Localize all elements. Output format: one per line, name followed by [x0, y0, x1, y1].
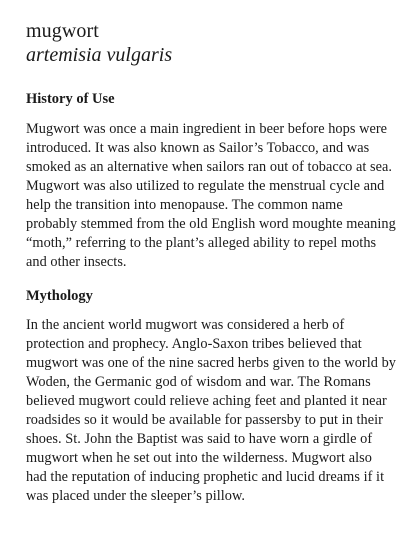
latin-name-subtitle: artemisia vulgaris [26, 44, 173, 66]
herb-page [26, 20, 396, 506]
mythology-heading: Mythology [26, 288, 93, 304]
history-heading: History of Use [26, 91, 115, 107]
history-body: Mugwort was once a main ingredient in beer before hops were introduced. It was also known as Sailor’s Tobacco, and was smoked as an alternative when sailors ran out of tobacco at sea. Mugwort was also utilized to regulate the menstrual cycle and help the transition into menopause. The common name probably stemmed from the old English word moughte meaning “moth,” referring to the plant’s alleged ability to repel moths and other insects. [26, 121, 396, 270]
common-name-title: mugwort [26, 20, 99, 42]
mythology-body: In the ancient world mugwort was considered a herb of protection and prophecy. Anglo-Saxon tribes believed that mugwort was one of the nine sacred herbs given to the world by Woden, the Germanic god of wisdom and war. The Romans believed mugwort could relieve aching feet and planted it near roadsides so it would be available for passersby to put in their shoes. St. John the Baptist was said to have worn a girdle of mugwort when he set out into the wilderness. Mugwort also had the reputation of inducing prophetic and lucid dreams if it was placed under the sleeper’s pillow. [26, 317, 396, 504]
